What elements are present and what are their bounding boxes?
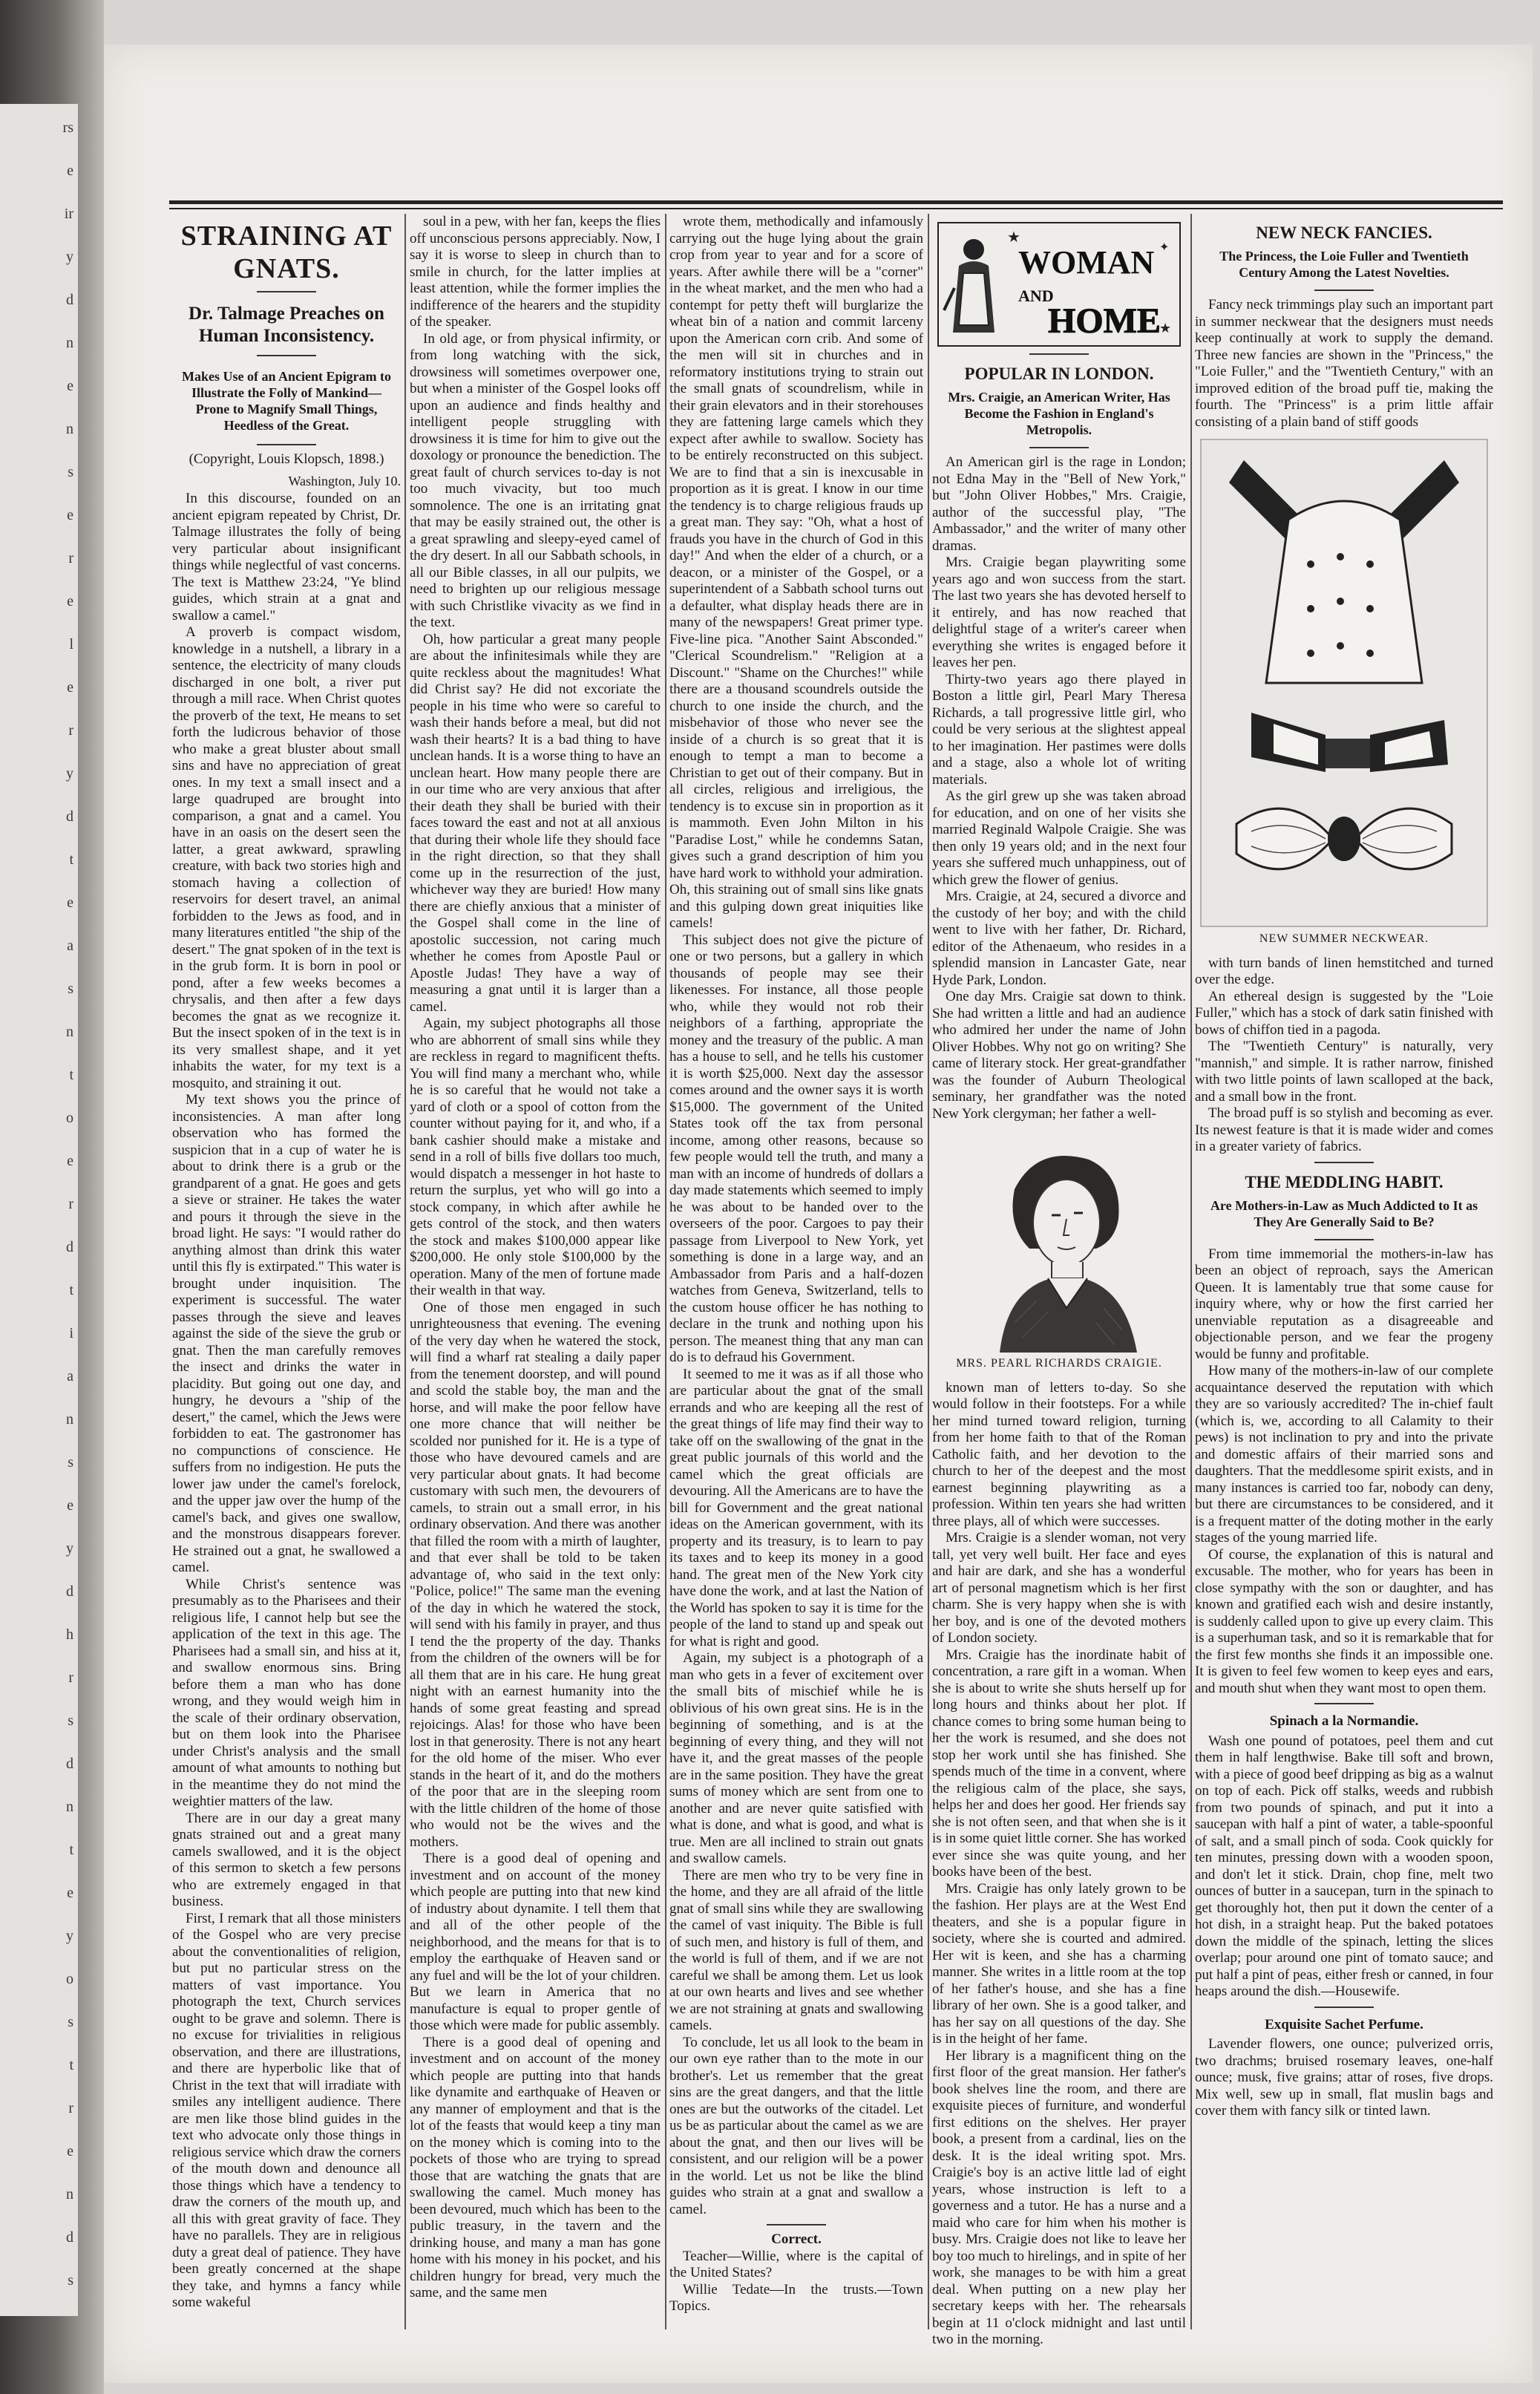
column-1: [172, 214, 401, 2329]
section-deck: The Princess, the Loie Fuller and Twentieth Century Among the Latest Novelties.: [1219, 249, 1469, 280]
previous-page-fragment: e: [67, 507, 73, 523]
article-body-continued: [410, 214, 661, 2302]
previous-page-fragment: n: [66, 1799, 73, 1815]
previous-page-fragment: t: [69, 1842, 73, 1858]
dateline: Washington, July 10.: [288, 473, 401, 488]
paragraph: An ethereal design is suggested by the "Loie Fuller," which has a stock of dark satin finished with bows of chiffon tied in a pagoda.: [1195, 988, 1493, 1038]
portrait-illustration: [948, 1130, 1170, 1353]
paragraph: A proverb is compact wisdom, knowledge in a nutshell, a library in a sentence, the electricity of many clouds discharged in one bolt, a river put through a mill race. When Christ quotes the proverb of the text, He means to set forth the ludicrous behavior of those who make a great bluster about small sins and have no appreciation of great ones. In my text a small insect and a large quadruped are brought into comparison, a gnat and a camel. You have in an oasis on the desert seen the latter, a great awkward, sprawling creature, with back two stories high and stomach having a collection of reservoirs for desert travel, an animal forbidden to the Jews as food, and in many literatures entitled "the ship of the desert." The gnat spoken of in the text is in the grub form. It is born in pool or pond, after a few weeks becomes a chrysalis, and then after a few days becomes the gnat as we recognize it. But the insect spoken of in the text is in its very smallest shape, and it yet inhabits the water, for my text is a mosquito, and straining it out.: [172, 624, 401, 1091]
paragraph: Again, my subject photographs all those who are abhorrent of small sins while they are reckless in regard to magnificent thefts. You will find many a merchant who, while he is so careful that he would not take a yard of cloth or a spool of cotton from the counter without paying for it, and who, if a bank cashier should make a mistake and send in a roll of bills five dollars too much, would dispatch a messenger in hot haste to return the surplus, yet who will go into a stock company, in which after awhile he gets control of the stock, and then waters the stock and makes $100,000 appear like $200,000. He only stole $100,000 by the operation. Many of the men of fortune made their wealth in that way.: [410, 1016, 661, 1298]
previous-page-fragment: e: [67, 593, 73, 609]
paragraph: My text shows you the prince of inconsistencies. A man after long observation who has formed the suspicion that in a cup of water he is about to drink there is a grub or the grandparent of a gnat. He goes and gets a sieve or strainer. He takes the water and pours it through the sieve in the broad light. He says: "I would rather do anything almost than drink this water until this fly is extirpated." This water is brought under inquisition. The experiment is successful. The water passes through the sieve and leaves against the side of the sieve the grub or gnat. Then the man carefully removes the insect and drinks the water in placidity. But going out one day, and hungry, he devours a "ship of the desert," the camel, which the Jews were forbidden to eat. The gastronomer has no compunctions of conscience. He suffers from no indigestion. He puts the lower jaw under the camel's forelock, and the upper jaw over the hump of the camel's back, and gives one swallow, and the monstrous disappears forever. He strained out a gnat, he swallowed a camel.: [172, 1092, 401, 1575]
column-rule: [665, 214, 666, 2329]
article-subhead: Dr. Talmage Preaches on Human Inconsistency.: [189, 304, 384, 346]
previous-page-fragment: t: [69, 1282, 73, 1298]
neckwear-caption: NEW SUMMER NECKWEAR.: [1259, 932, 1429, 945]
article-body: [1195, 1246, 1493, 1698]
previous-page-fragment: e: [67, 1497, 73, 1514]
paragraph: known man of letters to-day. So she would follow in their footsteps. For a while her mind turned toward religion, turning from her home faith to that of the Roman Catholic faith, and her devotion to the church to her of the deepest and the most earnest beginning playwriting as a profession. Within ten years she had written three plays, all of which were successes.: [932, 1379, 1186, 1529]
recipe-text: Lavender flowers, one ounce; pulverized orris, two drachms; bruised rosemary leaves, one-half ounce; musk, five grains; attar of roses, five drops. Mix well, sew up in small, flat muslin bags and cover them with fancy silk or tinted lawn.: [1195, 2036, 1493, 2119]
paragraph: Mrs. Craigie began playwriting some years ago and won success from the start. The last two years she has devoted herself to it entirely, and has now reached that delightful stage of a writer's career when everything she writes is engaged before it leaves her pen.: [932, 555, 1186, 670]
previous-page-fragment: ir: [64, 206, 73, 222]
previous-page-fragment: n: [66, 421, 73, 437]
article-deck: Makes Use of an Ancient Epigram to Illustrate the Folly of Mankind—Prone to Magnify Small Things, Heedless of the Great.: [182, 369, 391, 433]
article-headline: STRAINING AT GNATS.: [180, 220, 393, 284]
previous-page-fragment: t: [69, 2057, 73, 2073]
column-rule: [928, 214, 929, 2329]
previous-page-fragment: s: [68, 981, 73, 997]
paragraph: The "Twentieth Century" is naturally, very "mannish," and simple. It is rather narrow, finished with two little points of lawn scalloped at the back, and a small bow in the front.: [1195, 1039, 1493, 1105]
previous-page-fragment: n: [66, 2186, 73, 2202]
masthead-word: HOME: [1048, 301, 1161, 341]
previous-page-fragment: d: [66, 1239, 73, 1255]
previous-page-fragment: l: [69, 636, 73, 653]
divider: [1314, 1162, 1374, 1163]
previous-page-fragment: t: [69, 851, 73, 868]
top-rule-light: [169, 208, 1503, 209]
paragraph: Her library is a magnificent thing on the first floor of the great mansion. Her father's book shelves line the room, and there are exquisite pieces of furniture, and wonderful first editions on the shelves. Her prayer book, a present from a cardinal, lies on the desk. It is the ideal writing spot. Mrs. Craigie's boy is an active little lad of eight years, whose instruction is left to a governess and a tutor. He has a nurse and a maid who care for him when his mother is busy. Mrs. Craigie does not like to leave her boy too much to hirelings, and in spite of her work, she manages to be with him a great deal. When putting on a new play her secretary keeps with her. The rehearsals begin at 11 o'clock midnight and last until two in the morning.: [932, 2047, 1186, 2347]
previous-page-fragment: o: [66, 1110, 73, 1126]
section-title: POPULAR IN LONDON.: [964, 364, 1154, 383]
top-rule-heavy: [169, 200, 1503, 204]
column-4: [932, 214, 1186, 2347]
previous-page-fragment: y: [66, 249, 73, 265]
previous-page-fragment: h: [66, 1626, 73, 1643]
previous-page-fragment: rs: [62, 120, 73, 136]
divider: [257, 355, 316, 356]
paragraph: It seemed to me it was as if all those who are particular about the gnat of the small errands and who are keeping all the rest of the great things of life may find their way to take off on the swallowing of the gnat in the great public journals of this world and the camel which the great officials are devouring. All the Americans are to have the bill for Government and the great national ideas on the American government, with its property and its treasury, is to learn to pay its taxes and to keep its money in a good hand. The great men of the New York city have done the work, and at last the Nation of the World has spoken to say it is time for the people of the land to stand up and speak out for what is right and good.: [669, 1366, 923, 1649]
previous-page-fragment: s: [68, 464, 73, 480]
paragraph: As the girl grew up she was taken abroad for education, and on one of her visits she married Reginald Walpole Craigie. She was then only 19 years old; and in the next four years she suffered much unhappiness, out of which grew the flower of genius.: [932, 788, 1186, 888]
paragraph: wrote them, methodically and infamously carrying out the huge lying about the grain crop from year to year and for a score of years. After awhile there will be a "corner" in the wheat market, and the men who had a contempt for petty theft will burglarize the wheat bin of a nation and commit larceny upon the American corn crib. And some of the men will sit in churches and in reformatory institutions trying to strain out the small gnats of scoundrelism, while in their grain elevators and in their storehouses they are fattening large camels which they expect after awhile to swallow. Society has to be entirely reconstructed on this subject. We are to find that a sin is inexcusable in proportion as it is great. I know in our time the tendency is to charge religious frauds up a great man. They say: "Oh, what a host of frauds you have in the church of God in this day!" And when the elder of a church, or a deacon, or a minister of the Gospel, or a superintendent of a Sabbath school turns out a defaulter, what display heads there are in many of the newspapers! Great primer type. Five-line pica. "Another Saint Absconded." "Clerical Scoundrelism." "Religion at a Discount." "Shame on the Churches!" while there are a thousand scoundrels outside the church to one inside the church, and the misbehavior of those who never see the inside of a church is so great that it is enough to tempt a man to become a Christian to get out of their company. But in all circles, religious and irreligious, the tendency is to excuse sin in proportion as it is mammoth. Even John Milton in his "Paradise Lost," while he condemns Satan, gives such a grand description of him you have hard work to withhold your admiration. Oh, this straining out of small sins like gnats and this gulping down great iniquities like camels!: [669, 214, 923, 931]
paragraph: In this discourse, founded on an ancient epigram repeated by Christ, Dr. Talmage illustrates the folly of being very particular about insignificant things while neglectful of vast concerns. The text is Matthew 23:24, "Ye blind guides, which strain at a gnat and swallow a camel.": [172, 491, 401, 624]
previous-page-fragment: r: [68, 722, 73, 739]
paragraph: There is a good deal of opening and investment and on account of the money which people are putting into that new kind of industry about dynamite. I tell them that and all of the other people of the neighborhood, and the means for that is to employ the earthquake of Heaven sand or any fuel and will be the lot of your children. But we learn in America that no manufacture is equal to proper gentle of those which were made for public assembly.: [410, 1851, 661, 2033]
previous-page-fragment: s: [68, 2014, 73, 2030]
paragraph: soul in a pew, with her fan, keeps the flies off unconscious persons appreciably. Now, I say it is worse to sleep in church than to smile in church, for the latter implies at least attention, while the former implies the indifference of the hearers and the stupidity of the speaker.: [410, 214, 661, 330]
divider: [1314, 1239, 1374, 1240]
filler-line: Willie Tedate—In the trusts.—Town Topics.: [669, 2281, 923, 2314]
filler-line: Teacher—Willie, where is the capital of the United States?: [669, 2248, 923, 2280]
previous-page-edge: [0, 104, 78, 2316]
paragraph: This subject does not give the picture of one or two persons, but a gallery in which thousands of people may see their likenesses. For instance, all those people who, while they would not rob their neighbors of a farthing, appropriate the money and the treasury of the public. A man has a house to sell, and he tells his customer it is worth $25,000. Next day the assessor comes around and the owner says it is worth $15,000. The government of the United States took off the tax from personal income, among other reasons, because so few people would tell the truth, and many a man with an income of hundreds of dollars a day made statements which seemed to imply he was about to be handed over to the overseers of the poor. Cargoes to pay their passage from Liverpool to New York, yet something is done in a large way, and an Ambassador from Paris and a half-dozen watches from Geneva, Switzerland, tells to the custom house officer he has nothing to declare in the trunk and nothing upon his person. The meanest thing that any man can do is to defraud his Government.: [669, 932, 923, 1365]
paragraph: One day Mrs. Craigie sat down to think. She had written a little and had an audience who admired her under the name of John Oliver Hobbes. Why not go on writing? She came of literary stock. Her great-grandfather was the founder of Auburn Theological seminary, her grandfather was the noted New York clergyman; her father a well-: [932, 989, 1186, 1122]
paragraph: Mrs. Craigie has the inordinate habit of concentration, a rare gift in a woman. When she is about to write she shuts herself up for long hours and thinks about her plot. If chance comes to bring some human being to her the work is resumed, and she does not stop her work until she has finished. She spends much of the time in a convent, where the religious calm of the place, she says, helps her and does her good. Her friends say she is not often seen, and that when she is it is in some quiet little corner. She has worked ever since she was quite young, and her books have been of the best.: [932, 1646, 1186, 1880]
divider: [1314, 290, 1374, 291]
paragraph: Of course, the explanation of this is natural and excusable. The mother, who for years has been in close sympathy with the son or daughter, and has known and gratified each wish and desire instantly, is suddenly called upon to give up every claim. This is a superhuman task, and so it is remarkable that for the first few months she finds it an impossible one. It is given to feel few women to keep eyes and ears, and mouth shut when they want most to open them.: [1195, 1546, 1493, 1696]
recipe-title: Spinach a la Normandie.: [1269, 1713, 1419, 1729]
masthead-word: AND: [1018, 287, 1054, 305]
svg-text:★: ★: [1159, 321, 1172, 336]
previous-page-fragment: d: [66, 808, 73, 825]
previous-page-fragment: d: [66, 2229, 73, 2246]
divider: [767, 2224, 826, 2225]
article-body: [172, 491, 401, 2312]
article-body-continued: [932, 1380, 1186, 2349]
previous-page-fragment: e: [67, 679, 73, 696]
previous-page-fragment: d: [66, 1756, 73, 1772]
previous-page-fragment: d: [66, 292, 73, 308]
paragraph: There are men who try to be very fine in the home, and they are all afraid of the little gnat of small sins while they are swallowing the camel of vast iniquity. The Bible is full of such men, and history is full of them, and the world is full of them, and if we are not careful we shall be among them. Let us look at our own hearts and lives and see whether we are not straining at gnats and swallowing camels.: [669, 1867, 923, 2033]
divider: [1029, 353, 1089, 355]
paragraph: An American girl is the rage in London; not Edna May in the "Bell of New York," but "John Oliver Hobbes," Mrs. Craigie, author of the successful play, "The Ambassador," and the writer of many other dramas.: [932, 454, 1186, 554]
previous-page-fragment: s: [68, 1454, 73, 1471]
previous-page-fragment: e: [67, 1885, 73, 1901]
previous-page-fragment: e: [67, 2143, 73, 2159]
recipe-text: Wash one pound of potatoes, peel them and cut them in half lengthwise. Bake till soft and brown, with a piece of good beef dripping as big as a walnut on top of each. Pick off stalks, weeds and rubbish from two pounds of spinach, and put it into a saucepan with half a pint of water, a table-spoonful of salt, and a small pinch of soda. Cook quickly for ten minutes, pressing down with a wooden spoon, and don't let it stick. Drain, chop fine, melt two ounces of butter in a saucepan, turn in the spinach to get thoroughly hot, then put it down the center of a hot dish, in a straight heap. Put the baked potatoes down the middle of the spinach, letting the slices overlap; pour around one pint of tomato sauce; and put half a pint of peas, either fresh or canned, in four heaps around the dish.—Housewife.: [1195, 1733, 1493, 1999]
paragraph: The broad puff is so stylish and becoming as ever. Its newest feature is that it is made wider and comes in a greater variety of fabrics.: [1195, 1105, 1493, 1154]
puff-tie-icon: [1236, 808, 1452, 869]
paragraph: First, I remark that all those ministers of the Gospel who are very precise about the conventionalities of religion, but put no particular stress on the matters of vast importance. You photograph the text, Church services ought to be grave and solemn. There is no excuse for trivialities in religious observation, and there are illustrations, and there are hyperbolic like that of Christ in the text that will irradiate with smiles any intelligent audience. There are men like those blind guides in the text who advocate only those things in religious service which draw the corners of the mouth down and denounce all those things which have a tendency to draw the corners of the mouth up, and all this with great gravity of face. They have no parallels. They are in religious duty a great deal of patience. They have been greatly concerned at the shape they take, and hymns a fancy while some wakeful: [172, 1910, 401, 2310]
previous-page-fragment: o: [66, 1971, 73, 1987]
column-5: [1195, 214, 1493, 2329]
section-title: THE MEDDLING HABIT.: [1245, 1172, 1444, 1191]
previous-page-fragment: s: [68, 1713, 73, 1729]
previous-page-fragment: e: [67, 378, 73, 394]
article-body-continued: [1195, 955, 1493, 1156]
previous-page-fragment: a: [67, 1368, 73, 1384]
previous-page-fragment: r: [68, 2100, 73, 2116]
svg-text:★: ★: [1007, 229, 1020, 246]
portrait-caption: MRS. PEARL RICHARDS CRAIGIE.: [956, 1357, 1162, 1370]
paragraph: How many of the mothers-in-law of our complete acquaintance deserved the reputation with which they are so variously accredited? The in-chief fault (which is, we, according to all Calamity to their pews) is not inclination to pry and into the private and domestic affairs of their married sons and daughters. That the meddlesome spirit exists, and in many instances is carried too far, nobody can deny, but there are circumstances to be considered, and it is a frequent matter of the doting mother in the early stages of the young married life.: [1195, 1363, 1493, 1546]
paragraph: Fancy neck trimmings play such an important part in summer neckwear that the designers must needs keep continually at work to supply the demand. Three new fancies are shown in the "Princess," the "Loie Fuller," and the "Twentieth Century," with an improved edition of the broad puff tie, making the fourth. The "Princess" is a prim little affair consisting of a plain band of stiff goods: [1195, 297, 1493, 430]
svg-text:✦: ✦: [1159, 241, 1170, 254]
paragraph: There are in our day a great many gnats strained out and a great many camels swallowed, and it is the object of this sermon to sketch a few persons who are extremely engaged in that business.: [172, 1810, 401, 1909]
masthead-word: WOMAN: [1018, 244, 1155, 281]
section-deck: Are Mothers-in-Law as Much Addicted to It as They Are Generally Said to Be?: [1210, 1197, 1478, 1229]
column-2: [410, 214, 661, 2329]
section-deck: Mrs. Craigie, an American Writer, Has Become the Fashion in England's Metropolis.: [948, 390, 1170, 437]
paragraph: Mrs. Craigie, at 24, secured a divorce and the custody of her boy; and with the child went to live with her father, Dr. Richard, editor of the Athenaeum, who resides in a splendid mansion in Lancaster Gate, near Hyde Park, London.: [932, 889, 1186, 988]
divider: [1314, 1703, 1374, 1704]
previous-page-fragment: y: [66, 765, 73, 782]
filler-title: Correct.: [771, 2231, 822, 2247]
previous-page-fragment: n: [66, 1024, 73, 1040]
paragraph: One of those men engaged in such unrighteousness that evening. The evening of the very day when he watered the stock, will find a wharf rat stealing a daily paper from the tenement doorstep, and will pound and scold the stable boy, the man and the horse, and will make the poor fellow have one more chance that will neither be scolded nor punished for it. He is a type of those who have devoured camels and are very particular about gnats. It had become customary with such men, the devourers of camels, to strain out a small error, in his ordinary observation. And there was another that filled the room with a mirth of laughter, and that ever shall be told to be taken advantage of, who said in the text only: "Police, police!" The same man the evening of the day in which he watered the stock, will send with his family in prayer, and thus I tend the the property of the day. Thanks from the children of the owners will be for all them that are in his care. He hung great night with an earnest humanity into the hands of some great feasting and spread rejoicings. Alas! for those who have been lost in that generosity. There is not any heart for the old home of the miser. Who ever stands in the heart of it, and do the mothers of the poor that are in the sleeping room with the little children of the home of those who would not be the wives and the mothers.: [410, 1299, 661, 1850]
article-body: [932, 454, 1186, 1122]
article-body-continued: [669, 214, 923, 2218]
previous-page-fragment: n: [66, 335, 73, 351]
previous-page-fragment: r: [68, 550, 73, 566]
previous-page-fragment: e: [67, 895, 73, 911]
paragraph: Mrs. Craigie is a slender woman, not very tall, yet very well built. Her face and eyes and hair are dark, and she has a wonderful art of personal magnetism which is her first charm. She is very happy when she is with her boy, and is one of the devoted mothers of London society.: [932, 1530, 1186, 1646]
column-rule: [1190, 214, 1192, 2329]
previous-page-fragment: y: [66, 1928, 73, 1944]
previous-page-fragment: n: [66, 1411, 73, 1427]
paragraph: Again, my subject is a photograph of a man who gets in a fever of excitement over the small bits of mischief while he is oblivious of his own great sins. He is in the beginning of something, and is at the beginning of every thing, and they will not have it, and the great masses of the people are in the same position. They have the great sums of money which are sent from one to another and are never quite satisfied with what is done, and what is good, and what is true. Men are all inclined to strain out gnats and swallow camels.: [669, 1650, 923, 1866]
previous-page-fragment: r: [68, 1196, 73, 1212]
column-rule: [404, 214, 406, 2329]
previous-page-fragment: d: [66, 1583, 73, 1600]
article-body: [1195, 297, 1493, 431]
paragraph: Oh, how particular a great many people are about the infinitesimals while they are quite reckless about the magnitudes! What did Christ say? He did not excoriate the people in his time who were so careful to wash their hands before a meal, but did not wash their hearts? It is a bad thing to have unclean hands. It is a worse thing to have an unclean heart. How many people there are in our time who are very anxious that after their death they shall be buried with their faces toward the east and not at all anxious that during their whole life they should face in the right direction, so that they shall come up in the resurrection of the just, whichever way they are buried! How many there are chiefly anxious that a minister of the Gospel shall come in the line of apostolic succession, not caring much whether he comes from Apostle Paul or Apostle Judas! They have a way of measuring a gnat until it is larger than a camel.: [410, 631, 661, 1015]
divider: [257, 291, 316, 292]
paragraph: In old age, or from physical infirmity, or from long watching with the sick, drowsiness will sometimes overpower one, but when a minister of the Gospel looks off upon an audience and finds healthy and intelligent people struggling with drowsiness it is time for him to give out the doxology or pronounce the benediction. The great fault of church services to-day is not too much vivacity, but too much somnolence. The one is an irritating gnat that may be easily strained out, the other is a great sprawling and sleepy-eyed camel of the dry desert. In all our Sabbath schools, in all our Bible classes, in all our pulpits, we need to brighten up our religious message with such Christlike vivacity as we find in the text.: [410, 330, 661, 630]
newspaper-page: [104, 45, 1533, 2383]
previous-page-fragment: i: [69, 1325, 73, 1341]
previous-page-fragment: t: [69, 1067, 73, 1083]
previous-page-fragment: e: [67, 1153, 73, 1169]
paragraph: Thirty-two years ago there played in Boston a little girl, Pearl Mary Theresa Richards, a tall progressive little girl, who could be very serious at the slightest appeal to her imagination. Her pastimes were dolls and a stage, also a whole lot of writing materials.: [932, 671, 1186, 788]
paragraph: While Christ's sentence was presumably as to the Pharisees and their religious life, I cannot help but see the application of the text in this age. The Pharisees had a small sin, and hiss at it, and swallow enormous sins. Bring before them a man who has done wrong, and they would weigh him in the scale of their ordinary observation, but on them look into the Pharisee under Christ's analysis and the small amount of what amounts to nothing but in the meantime they do not mind the weightier matters of the law.: [172, 1576, 401, 1809]
previous-page-fragment: y: [66, 1540, 73, 1557]
divider: [257, 444, 316, 445]
neckwear-illustration: [1199, 438, 1489, 928]
section-title: NEW NECK FANCIES.: [1256, 223, 1432, 242]
divider: [1314, 2007, 1374, 2008]
previous-page-fragment: s: [68, 2272, 73, 2289]
paragraph: From time immemorial the mothers-in-law has been an object of reproach, says the American Queen. It is lamentably true that some cause for inquiry where, why or how the first carried her unenviable reputation as a disagreeable and objectionable person, and we fear the progeny would be funny and profitable.: [1195, 1246, 1493, 1362]
previous-page-fragment: e: [67, 163, 73, 179]
divider: [1029, 447, 1089, 448]
previous-page-fragment: a: [67, 938, 73, 954]
column-3: [669, 214, 923, 2329]
paragraph: Mrs. Craigie has only lately grown to be the fashion. Her plays are at the West End theaters, and she is a popular figure in society, where she is courted and admired. Her wit is keen, and she has a charming manner. She writes in a little room at the top of her father's house, and she has a fine library of her own. She is a good talker, and has her say on all questions of the day. She is in the height of her fame.: [932, 1880, 1186, 2047]
copyright-line: (Copyright, Louis Klopsch, 1898.): [189, 451, 384, 467]
previous-page-fragment: r: [68, 1669, 73, 1686]
paragraph: To conclude, let us all look to the beam in our own eye rather than to the mote in our brother's. Let us remember that the great sins are the great dangers, and that the little ones are but the outworks of the citadel. Let us be as particular about the camel as we are about the gnat, and then our lives will be consistent, and our religion will be a power in the world. Let us not be like the blind guides who strain at a gnat and swallow a camel.: [669, 2034, 923, 2217]
paragraph: with turn bands of linen hemstitched and turned over the edge.: [1195, 955, 1493, 987]
woman-and-home-masthead: [937, 221, 1182, 347]
recipe-title: Exquisite Sachet Perfume.: [1265, 2016, 1423, 2032]
paragraph: There is a good deal of opening and investment and on account of the money which people are putting into that hands like dynamite and earthquake of Heaven or any manner of employment and that is the lot of the feasts that would keep a tiny man on the money which is coming into to the pockets of those who are trying to spread those that are watching the gnats that are swallowing the camel. Much money has been devoured, much which has been to the public treasury, in the tavern and the drinking house, and many a man has gone home with his money in his pocket, and his children hungry for bread, very much the same, and the same men: [410, 2034, 661, 2300]
